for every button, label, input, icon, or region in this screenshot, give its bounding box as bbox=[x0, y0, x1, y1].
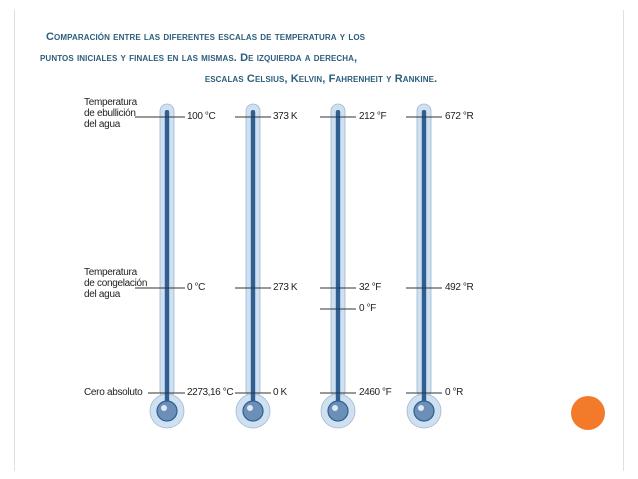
rankine-absolute-value: 0 °R bbox=[445, 387, 463, 398]
title-line-1: Comparación entre las diferentes escalas de temperatura y los bbox=[46, 31, 366, 43]
fahrenheit-mercury-bulb bbox=[328, 401, 348, 421]
kelvin-boiling-value: 373 K bbox=[273, 111, 298, 122]
freezing-label-line: Temperatura bbox=[84, 267, 137, 278]
kelvin-mercury-column bbox=[251, 110, 255, 411]
rankine-mercury-bulb bbox=[414, 401, 434, 421]
celsius-bulb-highlight bbox=[161, 405, 167, 411]
rankine-boiling-value: 672 °R bbox=[445, 111, 474, 122]
celsius-mercury-column bbox=[165, 110, 169, 411]
kelvin-absolute-value: 0 K bbox=[273, 387, 287, 398]
fahrenheit-boiling-value: 212 °F bbox=[359, 111, 387, 122]
celsius-absolute-value: 2273,16 °C bbox=[187, 387, 234, 398]
kelvin-mercury-bulb bbox=[243, 401, 263, 421]
celsius-freezing-value: 0 °C bbox=[187, 282, 205, 293]
fahrenheit-absolute-value: 2460 °F bbox=[359, 387, 392, 398]
boiling-label-line: del agua bbox=[84, 119, 120, 130]
fahrenheit-bulb-highlight bbox=[332, 405, 338, 411]
boiling-label-line: de ebullición bbox=[84, 108, 136, 119]
kelvin-bulb-highlight bbox=[247, 405, 253, 411]
accent-circle bbox=[571, 396, 605, 430]
freezing-label-line: de congelación bbox=[84, 278, 148, 289]
celsius-mercury-bulb bbox=[157, 401, 177, 421]
kelvin-freezing-value: 273 K bbox=[273, 282, 298, 293]
absolute-label-line: Cero absoluto bbox=[84, 387, 143, 398]
title-line-3: escalas Celsius, Kelvin, Fahrenheit y Rankine. bbox=[204, 73, 438, 85]
rankine-bulb-highlight bbox=[418, 405, 424, 411]
fahrenheit-zero-value: 0 °F bbox=[359, 303, 376, 314]
boiling-label-line: Temperatura bbox=[84, 97, 137, 108]
freezing-label-line: del agua bbox=[84, 289, 120, 300]
title-line-2: puntos iniciales y finales en las mismas. De izquierda a derecha, bbox=[40, 52, 358, 64]
rankine-freezing-value: 492 °R bbox=[445, 282, 474, 293]
fahrenheit-freezing-value: 32 °F bbox=[359, 282, 382, 293]
fahrenheit-mercury-column bbox=[336, 110, 340, 411]
rankine-mercury-column bbox=[422, 110, 426, 411]
celsius-boiling-value: 100 °C bbox=[187, 111, 216, 122]
